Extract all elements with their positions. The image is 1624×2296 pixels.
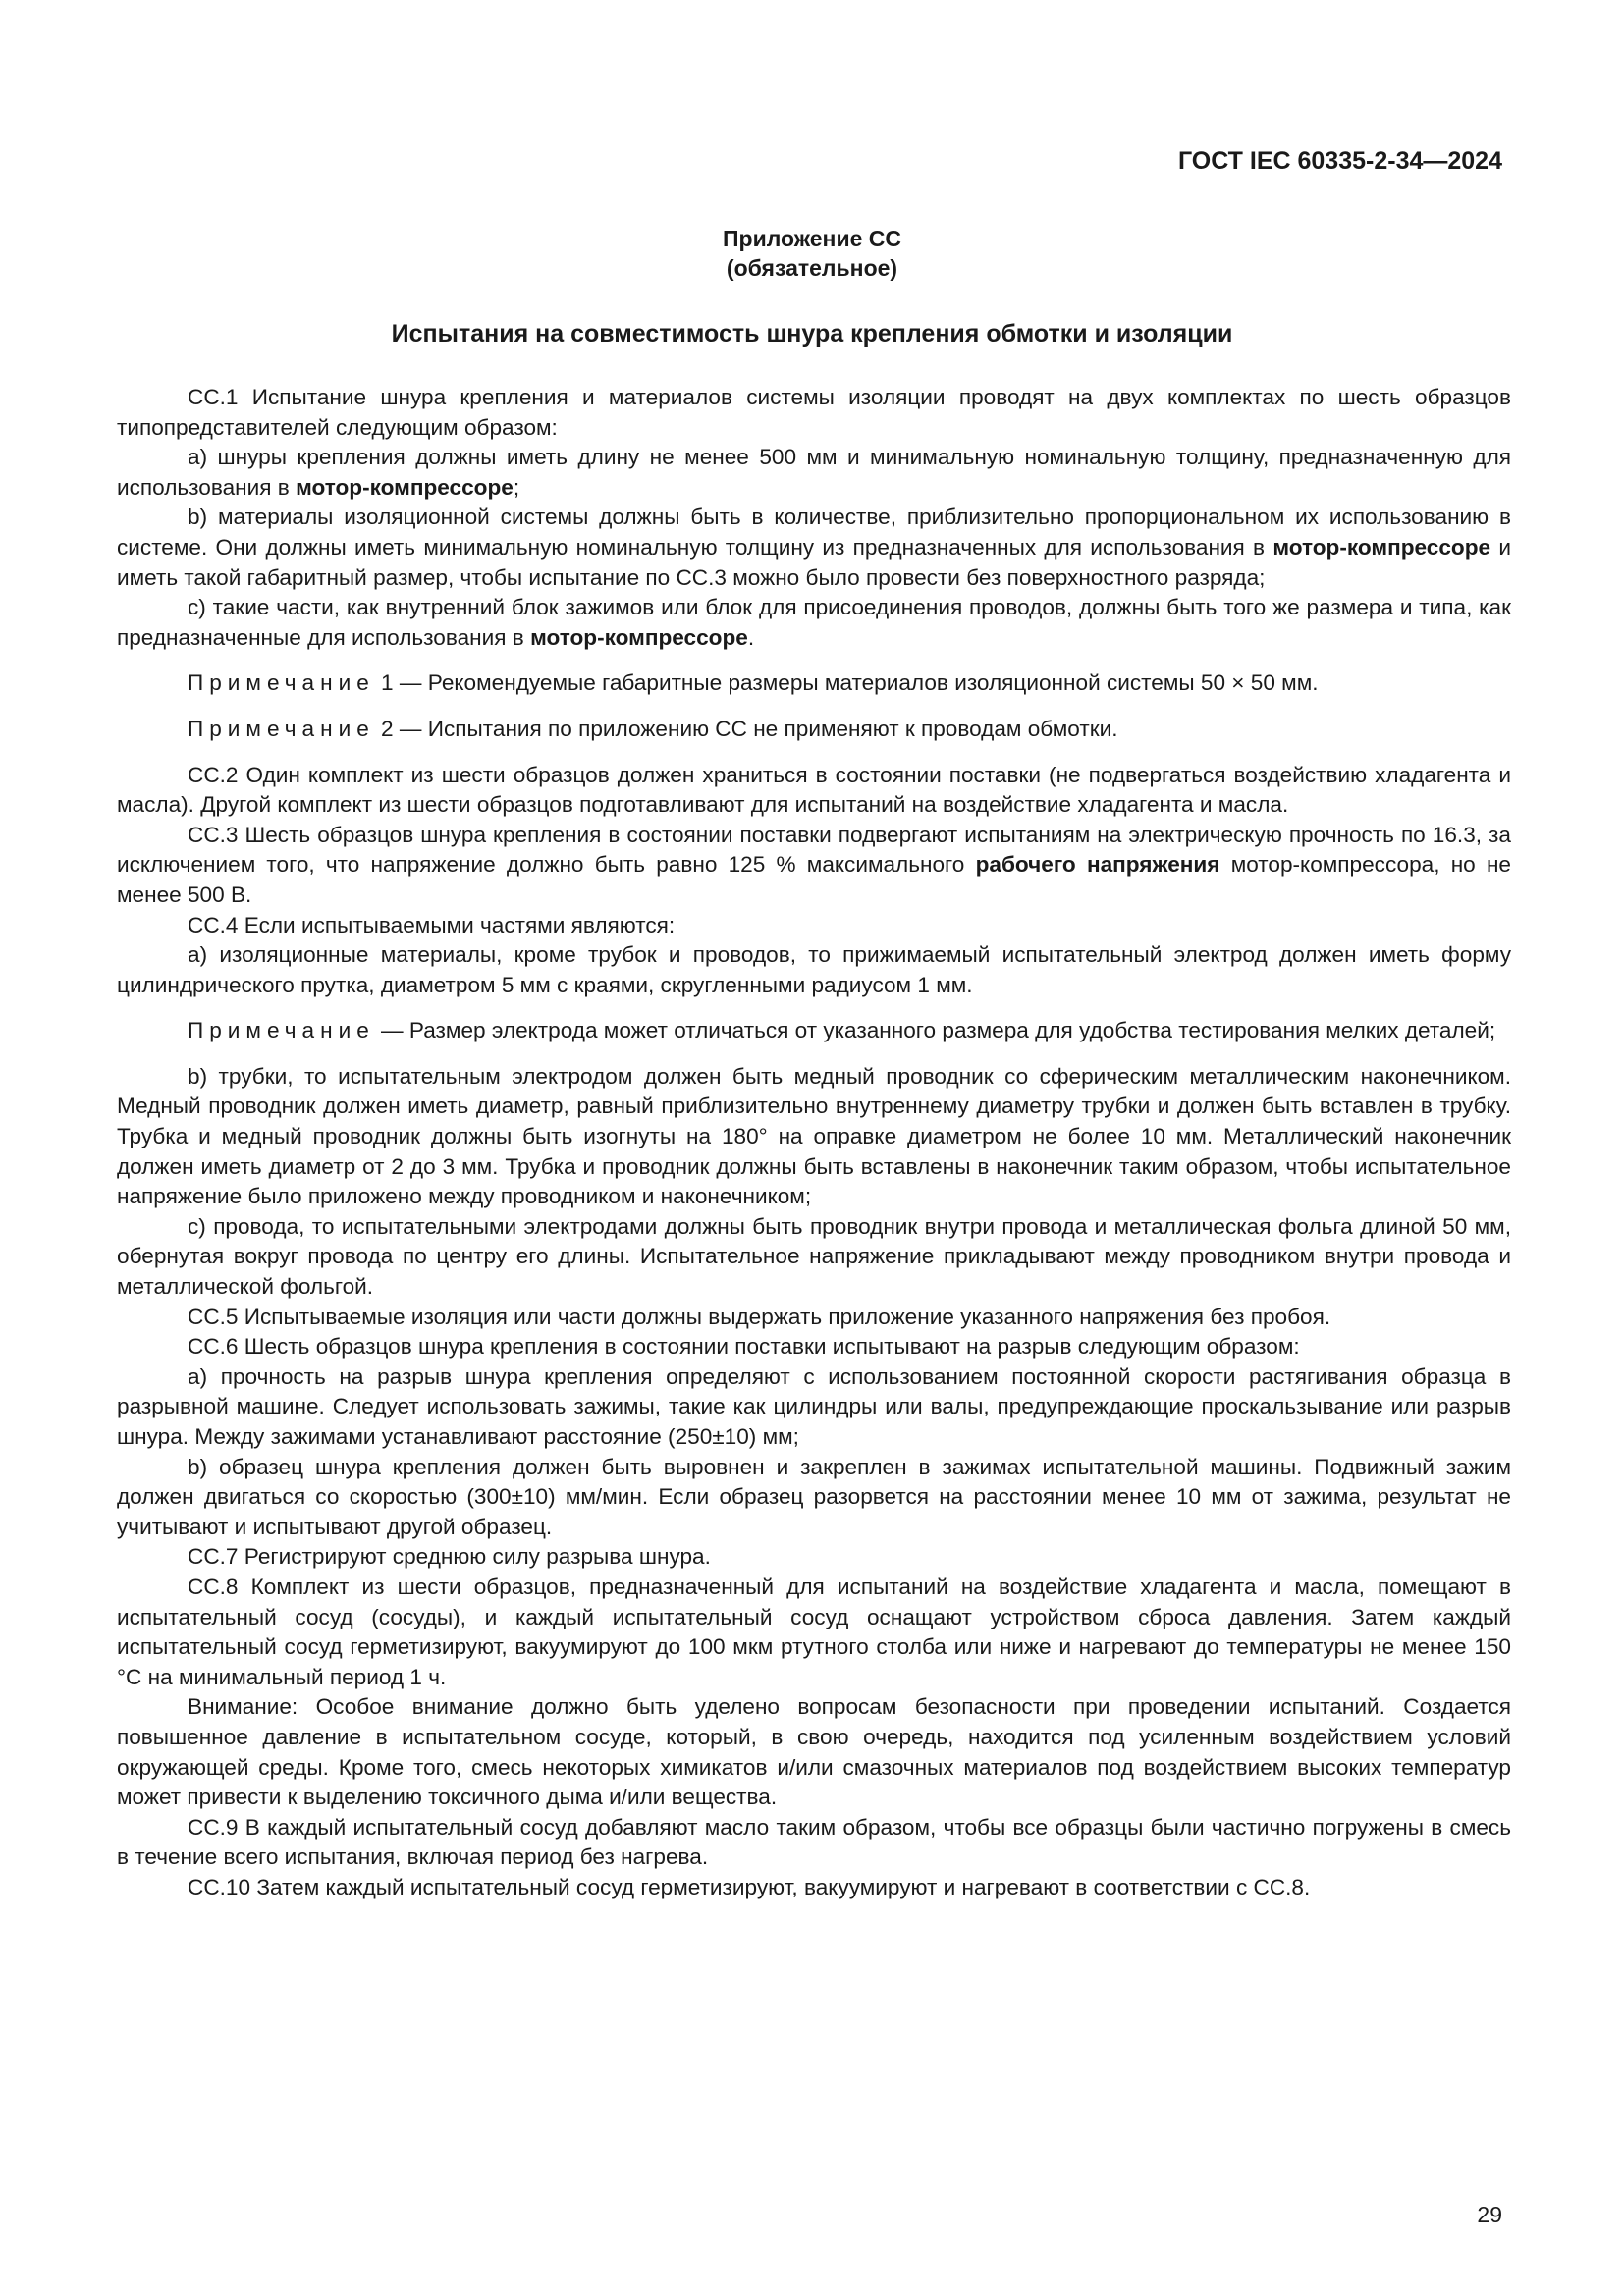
- page-number: 29: [1477, 2202, 1502, 2227]
- paragraph-cc3: СС.3 Шесть образцов шнура крепления в состоянии поставки подвергают испытаниям на электрическую прочность по 16.3, за исключением того, что напряжение должно быть равно 125 % максимального рабочего напряжения мотор-компрессора, но не менее 500 В.: [117, 822, 1511, 907]
- note-2: Примечание 2 — Испытания по приложению СС не применяют к проводам обмотки.: [188, 716, 1118, 741]
- term-bold: мотор-компрессоре: [296, 474, 514, 500]
- annex-name: Приложение СС: [722, 226, 901, 251]
- paragraph-cc1-b: b) материалы изоляционной системы должны быть в количестве, приблизительно пропорциональном их использованию в системе. Они должны иметь минимальную номинальную толщину из предназначенных для использования в мотор-компрессоре и иметь такой габаритный размер, чтобы испытание по СС.3 можно было провести без поверхностного разряда;: [117, 505, 1511, 590]
- standard-designation: ГОСТ IEC 60335-2-34—2024: [1177, 147, 1502, 175]
- note-electrode: Примечание — Размер электрода может отличаться от указанного размера для удобства тестирования мелких деталей;: [188, 1018, 1496, 1043]
- paragraph-cc10: СС.10 Затем каждый испытательный сосуд герметизируют, вакуумируют и нагревают в соответствии с СС.8.: [188, 1874, 1311, 1899]
- paragraph-cc7: СС.7 Регистрируют среднюю силу разрыва шнура.: [188, 1544, 711, 1570]
- paragraph-cc6: СС.6 Шесть образцов шнура крепления в состоянии поставки испытывают на разрыв следующим образом:: [188, 1334, 1300, 1360]
- annex-title: Испытания на совместимость шнура крепления обмотки и изоляции: [391, 320, 1233, 347]
- paragraph-cc4: СС.4 Если испытываемыми частями являются:: [188, 912, 676, 937]
- paragraph-cc4-c: c) провода, то испытательными электродами должны быть проводник внутри провода и металлическая фольга длиной 50 мм, обернутая вокруг провода по центру его длины. Испытательное напряжение прикладывают между проводником внутри провода и металлической фольгой.: [117, 1213, 1511, 1300]
- paragraph-cc1-a: a) шнуры крепления должны иметь длину не менее 500 мм и минимальную номинальную толщину, предназначенную для использования в мотор-компрессоре;: [117, 445, 1511, 500]
- note-1: Примечание 1 — Рекомендуемые габаритные размеры материалов изоляционной системы 50 × 50 мм.: [188, 670, 1319, 696]
- paragraph-cc5: СС.5 Испытываемые изоляция или части должны выдержать приложение указанного напряжения без пробоя.: [188, 1304, 1331, 1329]
- paragraph-cc8: СС.8 Комплект из шести образцов, предназначенный для испытаний на воздействие хладагента и масла, помещают в испытательный сосуд (сосуды), и каждый испытательный сосуд оснащают устройством сброса давления. Затем каждый испытательный сосуд герметизируют, вакуумируют до 100 мкм ртутного столба или ниже и нагревают до температуры не менее 150 °С на минимальный период 1 ч.: [117, 1574, 1511, 1689]
- paragraph-cc1: СС.1 Испытание шнура крепления и материалов системы изоляции проводят на двух комплектах по шесть образцов типопредставителей следующим образом:: [117, 385, 1511, 440]
- paragraph-cc6-a: a) прочность на разрыв шнура крепления определяют с использованием постоянной скорости растягивания образца в разрывной машине. Следует использовать зажимы, такие как цилиндры или валы, предупреждающие проскальзывание или разрыв шнура. Между зажимами устанавливают расстояние (250±10) мм;: [117, 1363, 1511, 1449]
- paragraph-cc1-c: c) такие части, как внутренний блок зажимов или блок для присоединения проводов, должны быть того же размера и типа, как предназначенные для использования в мотор-компрессоре.: [117, 595, 1511, 650]
- paragraph-cc9: СС.9 В каждый испытательный сосуд добавляют масло таким образом, чтобы все образцы были частично погружены в смесь в течение всего испытания, включая период без нагрева.: [117, 1814, 1511, 1870]
- note-label: Примечание: [188, 670, 375, 696]
- annex-heading: [0, 224, 1624, 283]
- term-bold: мотор-компрессоре: [1272, 534, 1491, 560]
- paragraph-cc2: СС.2 Один комплект из шести образцов должен храниться в состоянии поставки (не подвергаться воздействию хладагента и масла). Другой комплект из шести образцов подготавливают для испытаний на воздействие хладагента и масла.: [117, 762, 1511, 818]
- term-bold: рабочего напряжения: [975, 852, 1220, 878]
- note-label: Примечание: [188, 1018, 375, 1043]
- document-body: [117, 383, 1511, 1903]
- paragraph-warning: Внимание: Особое внимание должно быть уделено вопросам безопасности при проведении испытаний. Создается повышенное давление в испытательном сосуде, который, в свою очередь, находится под усиленным воздействием условий окружающей среды. Кроме того, смесь некоторых химикатов и/или смазочных материалов под воздействием высоких температур может привести к выделению токсичного дыма и/или вещества.: [117, 1694, 1511, 1810]
- note-label: Примечание: [188, 716, 375, 741]
- paragraph-cc6-b: b) образец шнура крепления должен быть выровнен и закреплен в зажимах испытательной машины. Подвижный зажим должен двигаться со скоростью (300±10) мм/мин. Если образец разорвется на расстоянии менее 10 мм от зажима, результат не учитывают и испытывают другой образец.: [117, 1454, 1511, 1539]
- annex-type: (обязательное): [726, 255, 898, 281]
- paragraph-cc4-b: b) трубки, то испытательным электродом должен быть медный проводник со сферическим металлическим наконечником. Медный проводник должен иметь диаметр, равный приблизительно внутреннему диаметру трубки и должен быть вставлен в трубку. Трубка и медный проводник должны быть изогнуты на 180° на оправке диаметром не более 10 мм. Металлический наконечник должен иметь диаметр от 2 до 3 мм. Трубка и проводник должны быть вставлены в наконечник таким образом, чтобы испытательное напряжение было приложено между проводником и наконечником;: [117, 1063, 1511, 1209]
- term-bold: мотор-компрессоре: [530, 624, 748, 650]
- paragraph-cc4-a: a) изоляционные материалы, кроме трубок и проводов, то прижимаемый испытательный электрод должен иметь форму цилиндрического прутка, диаметром 5 мм с краями, скругленными радиусом 1 мм.: [117, 942, 1511, 997]
